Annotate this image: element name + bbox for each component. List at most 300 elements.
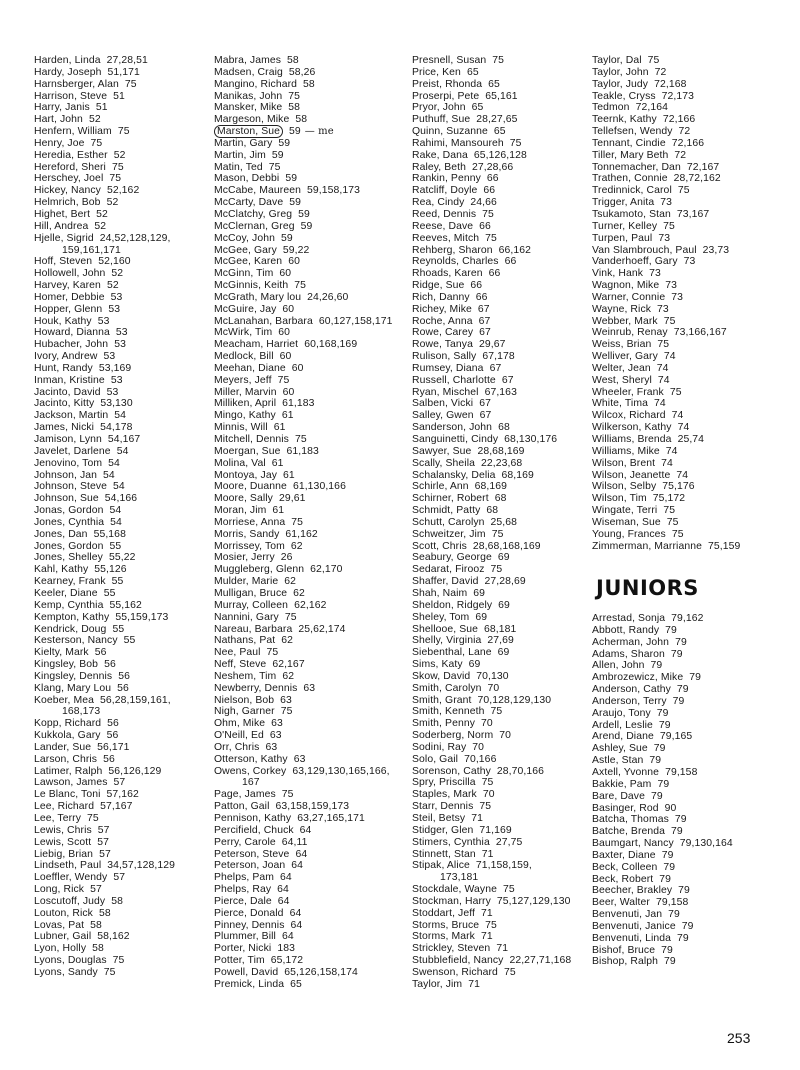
entry-name: Taylor, Dal xyxy=(592,55,642,66)
entry-pages: 59 xyxy=(298,208,310,220)
index-entry xyxy=(214,920,412,932)
entry-name: Rumsey, Diana xyxy=(412,362,484,374)
entry-name: Ambrozewicz, Mike xyxy=(592,672,684,684)
index-entry xyxy=(592,826,792,838)
entry-name: Beer, Walter xyxy=(592,897,650,909)
entry-pages: 52 xyxy=(113,149,126,161)
entry-pages: 24,52,128,129, xyxy=(99,232,171,244)
index-entry xyxy=(592,173,792,185)
index-entry xyxy=(592,79,792,91)
index-entry xyxy=(214,659,412,671)
index-entry xyxy=(34,813,214,825)
entry-name: Medlock, Bill xyxy=(214,351,274,363)
entry-pages: 66 xyxy=(479,220,491,232)
index-entry xyxy=(592,245,792,257)
index-entry xyxy=(34,280,214,292)
entry-pages: 79 xyxy=(661,849,674,861)
entry-pages: 69 xyxy=(497,647,510,659)
entry-pages: 27,28,66 xyxy=(472,161,514,173)
entry-pages: 57 xyxy=(113,872,126,884)
entry-pages: 73 xyxy=(657,303,669,315)
index-entry xyxy=(412,777,592,789)
entry-pages: 64 xyxy=(299,824,312,836)
index-entry xyxy=(592,625,792,637)
entry-name: Adams, Sharon xyxy=(592,648,665,660)
entry-name: Hickey, Nancy xyxy=(34,185,101,197)
index-entry xyxy=(592,541,792,553)
entry-pages: 51,171 xyxy=(107,66,140,78)
entry-pages: 64 xyxy=(281,931,294,943)
entry-name: Smith, Carolyn xyxy=(412,682,482,694)
entry-name: Harry, Janis xyxy=(34,102,90,114)
entry-pages: 79 xyxy=(671,826,683,838)
entry-name: Ryan, Mischel xyxy=(412,386,479,398)
entry-pages: 74 xyxy=(663,351,676,363)
entry-pages: 28,72,162 xyxy=(673,173,721,185)
index-entry xyxy=(592,897,792,909)
entry-pages: 55,126 xyxy=(94,564,127,576)
entry-pages: 61,162 xyxy=(285,528,318,540)
entry-pages: 74 xyxy=(653,398,666,410)
entry-pages: 75 xyxy=(503,966,516,978)
entry-name: Stubblefield, Nancy xyxy=(412,955,504,967)
entry-name: Harden, Linda xyxy=(34,55,101,66)
entry-pages: 59 xyxy=(289,126,301,138)
index-entry xyxy=(214,410,412,422)
entry-name: Puthuff, Sue xyxy=(412,114,471,126)
entry-pages: 74 xyxy=(665,445,678,457)
entry-pages: 71,169 xyxy=(479,824,512,836)
entry-name: Basinger, Rod xyxy=(592,802,659,814)
index-entry xyxy=(214,552,412,564)
index-entry xyxy=(214,517,412,529)
index-entry xyxy=(412,860,592,872)
entry-name: Stockman, Harry xyxy=(412,895,491,907)
entry-pages: 75 xyxy=(291,516,304,528)
entry-pages: 73 xyxy=(660,197,673,209)
entry-name: Rowe, Carey xyxy=(412,327,474,339)
index-entry xyxy=(592,470,792,482)
index-entry xyxy=(214,884,412,896)
index-entry xyxy=(214,683,412,695)
index-entry xyxy=(592,185,792,197)
entry-pages: 75 xyxy=(90,137,103,149)
entry-pages: 55 xyxy=(111,576,124,588)
entry-name: Martin, Gary xyxy=(214,137,273,149)
entry-pages: 75 xyxy=(266,647,279,659)
entry-pages: 65,172 xyxy=(270,955,304,967)
entry-pages: 75 xyxy=(490,706,503,718)
entry-pages: 27,28,51 xyxy=(106,55,148,66)
entry-pages: 60 xyxy=(288,256,300,268)
entry-name: McLanahan, Barbara xyxy=(214,315,313,327)
index-entry xyxy=(412,600,592,612)
entry-pages: 75 xyxy=(663,220,675,232)
entry-pages: 55 xyxy=(123,635,136,647)
entry-pages: 62 xyxy=(290,540,303,552)
entry-pages: 53 xyxy=(114,339,126,351)
entry-name: Ivory, Andrew xyxy=(34,351,98,363)
entry-name: Reeves, Mitch xyxy=(412,232,480,244)
entry-pages: 57 xyxy=(97,824,110,836)
entry-pages: 67 xyxy=(501,374,514,386)
entry-name: Storms, Mark xyxy=(412,931,475,943)
index-entry xyxy=(592,743,792,755)
entry-pages: 69 xyxy=(475,611,488,623)
entry-name: Neshem, Tim xyxy=(214,670,277,682)
entry-name: Hunt, Randy xyxy=(34,362,93,374)
index-entry xyxy=(34,872,214,884)
entry-name: Richey, Mike xyxy=(412,303,472,315)
index-entry xyxy=(592,660,792,672)
entry-pages: 63,158,159,173 xyxy=(275,801,350,813)
entry-pages: 67 xyxy=(477,303,490,315)
index-entry xyxy=(214,102,412,114)
entry-name: Hoff, Steven xyxy=(34,256,93,268)
entry-name: Beck, Colleen xyxy=(592,861,658,873)
entry-pages: 75 xyxy=(117,126,130,138)
entry-name: Jonas, Gordon xyxy=(34,505,104,517)
entry-name: Araujo, Tony xyxy=(592,707,651,719)
entry-pages: 61 xyxy=(273,422,286,434)
index-entry xyxy=(214,505,412,517)
index-entry xyxy=(214,446,412,458)
entry-name: Montoya, Jay xyxy=(214,469,277,481)
entry-pages: 71 xyxy=(480,931,493,943)
entry-name: Anderson, Cathy xyxy=(592,684,671,696)
entry-pages: 75 xyxy=(109,173,122,185)
index-entry xyxy=(592,351,792,363)
entry-name: Perry, Carole xyxy=(214,836,276,848)
entry-pages: 79 xyxy=(663,861,676,873)
index-entry xyxy=(412,730,592,742)
index-entry xyxy=(412,410,592,422)
entry-name: Highet, Bert xyxy=(34,208,91,220)
index-entry xyxy=(214,173,412,185)
index-entry xyxy=(592,422,792,434)
index-entry xyxy=(412,943,592,955)
entry-name: Jacinto, David xyxy=(34,386,101,398)
entry-pages: 79 xyxy=(653,743,666,755)
entry-pages: 67 xyxy=(478,315,491,327)
entry-pages: 75 xyxy=(485,919,497,931)
index-entry xyxy=(34,446,214,458)
entry-pages: 59,22 xyxy=(282,244,310,256)
entry-pages: 57 xyxy=(97,836,109,848)
entry-pages: 79 xyxy=(681,920,694,932)
entry-name: Stidger, Glen xyxy=(412,824,474,836)
index-entry xyxy=(412,280,592,292)
entry-pages: 74 xyxy=(676,469,689,481)
entry-pages: 52 xyxy=(111,268,124,280)
entry-name: Jones, Shelley xyxy=(34,552,103,564)
entry-pages: 56,171 xyxy=(97,741,130,753)
index-entry xyxy=(592,613,792,625)
entry-pages: 59 xyxy=(285,173,298,185)
entry-pages: 74 xyxy=(656,362,669,374)
index-entry xyxy=(592,720,792,732)
entry-pages: 67,163 xyxy=(484,386,517,398)
index-entry xyxy=(592,446,792,458)
entry-pages: 65 xyxy=(493,126,506,138)
entry-name: Margeson, Mike xyxy=(214,114,290,126)
entry-name: Kesterson, Nancy xyxy=(34,635,118,647)
entry-name: Molina, Val xyxy=(214,457,266,469)
entry-name: Sodini, Ray xyxy=(412,741,467,753)
index-entry xyxy=(34,327,214,339)
entry-pages: 66,162 xyxy=(498,244,532,256)
entry-pages: 71 xyxy=(471,813,483,824)
index-entry xyxy=(34,837,214,849)
index-entry xyxy=(214,387,412,399)
entry-pages: 61 xyxy=(283,469,295,481)
entry-pages: 28,68,169 xyxy=(477,445,525,457)
index-entry xyxy=(34,162,214,174)
index-entry xyxy=(412,102,592,114)
entry-name: McCarty, Dave xyxy=(214,197,284,209)
index-entry xyxy=(592,434,792,446)
entry-pages: 75 xyxy=(111,161,124,173)
entry-pages: 66 xyxy=(470,280,483,292)
entry-pages: 52 xyxy=(88,114,101,126)
entry-name: Otterson, Kathy xyxy=(214,753,288,765)
entry-pages: 69 xyxy=(498,599,510,611)
entry-name: Kemp, Cynthia xyxy=(34,599,104,611)
index-entry xyxy=(592,637,792,649)
entry-pages: 70,130 xyxy=(476,670,509,682)
index-entry xyxy=(214,434,412,446)
entry-name: Moore, Sally xyxy=(214,493,273,505)
entry-pages: 73 xyxy=(671,291,683,303)
entry-pages: 52 xyxy=(96,208,108,220)
entry-name: Arend, Diane xyxy=(592,731,654,743)
entry-pages: 55,168 xyxy=(93,528,126,540)
entry-name: Ohm, Mike xyxy=(214,718,266,730)
entry-pages: 25,74 xyxy=(677,434,705,445)
entry-name: Benvenuti, Jan xyxy=(592,909,663,921)
entry-pages: 73 xyxy=(658,232,671,244)
index-entry xyxy=(34,943,214,955)
entry-name: Nathans, Pat xyxy=(214,635,276,647)
entry-name: Minnis, Will xyxy=(214,422,268,434)
index-entry xyxy=(592,458,792,470)
index-entry xyxy=(34,766,214,778)
entry-name: Welter, Jean xyxy=(592,362,651,374)
entry-name: Strickley, Steven xyxy=(412,943,491,955)
entry-pages: 56 xyxy=(103,753,115,765)
entry-pages: 27,69 xyxy=(487,635,514,647)
entry-name: Lovas, Pat xyxy=(34,919,85,931)
entry-pages: 53 xyxy=(110,291,123,303)
entry-pages: 73,166,167 xyxy=(673,327,727,339)
entry-pages: 79,162 xyxy=(671,613,704,624)
index-entry xyxy=(592,126,792,138)
entry-name: Hollowell, John xyxy=(34,268,106,280)
index-entry xyxy=(592,304,792,316)
entry-name: Manikas, John xyxy=(214,90,283,102)
entry-pages: 54 xyxy=(110,516,122,528)
index-entry xyxy=(34,777,214,789)
index-entry xyxy=(34,55,214,67)
entry-name: Trathen, Connie xyxy=(592,173,668,185)
index-entry xyxy=(214,695,412,707)
entry-pages: 58,26 xyxy=(288,66,316,78)
entry-name: Vanderhoeff, Gary xyxy=(592,256,678,268)
index-entry xyxy=(592,921,792,933)
index-entry xyxy=(214,979,412,991)
index-entry xyxy=(214,304,412,316)
index-entry xyxy=(592,256,792,268)
index-entry xyxy=(214,849,412,861)
index-entry xyxy=(214,671,412,683)
entry-name: Preist, Rhonda xyxy=(412,78,483,90)
entry-name: Percifield, Chuck xyxy=(214,824,294,836)
entry-name: Sanderson, John xyxy=(412,422,493,434)
index-entry xyxy=(592,956,792,968)
index-entry xyxy=(214,375,412,387)
index-entry xyxy=(412,446,592,458)
entry-name: Welliver, Gary xyxy=(592,351,658,363)
index-entry xyxy=(592,67,792,79)
entry-name: Rahimi, Mansoureh xyxy=(412,137,504,149)
index-entry xyxy=(214,79,412,91)
entry-name: Jones, Dan xyxy=(34,528,88,540)
entry-name: Reese, Dave xyxy=(412,220,474,232)
entry-name: Wilcox, Richard xyxy=(592,410,666,422)
index-entry xyxy=(34,256,214,268)
index-entry xyxy=(34,493,214,505)
entry-pages: 67 xyxy=(479,327,491,339)
entry-name: Taylor, John xyxy=(592,66,649,78)
index-entry xyxy=(412,363,592,375)
index-entry xyxy=(214,458,412,470)
index-entry xyxy=(34,801,214,813)
index-entry xyxy=(412,91,592,103)
entry-pages: 75,176 xyxy=(662,481,695,493)
entry-pages: 27,28,69 xyxy=(484,576,526,588)
entry-pages: 65,161 xyxy=(485,90,518,102)
index-entry xyxy=(34,659,214,671)
entry-name: Kopp, Richard xyxy=(34,718,102,730)
entry-pages: 67 xyxy=(479,410,492,422)
index-entry xyxy=(592,767,792,779)
entry-name: Schalansky, Delia xyxy=(412,469,496,481)
entry-pages: 62 xyxy=(281,635,294,647)
entry-pages: 75 xyxy=(663,315,676,327)
entry-pages: 72 xyxy=(654,66,667,78)
index-entry xyxy=(34,529,214,541)
index-entry xyxy=(214,789,412,801)
entry-pages: 60 xyxy=(279,268,292,280)
entry-pages: 52,162 xyxy=(106,185,140,197)
entry-pages: 79,158 xyxy=(655,897,689,909)
entry-name: Schirner, Robert xyxy=(412,493,489,505)
entry-name: Plummer, Bill xyxy=(214,931,276,943)
index-column-4 xyxy=(592,55,792,552)
entry-pages: 58 xyxy=(288,102,301,114)
index-entry xyxy=(214,470,412,482)
entry-pages: 75 xyxy=(492,55,505,66)
index-entry xyxy=(214,635,412,647)
entry-pages: 90 xyxy=(664,802,677,814)
entry-name: Beck, Robert xyxy=(592,873,654,885)
entry-pages: 57 xyxy=(99,848,111,860)
index-entry xyxy=(412,327,592,339)
index-entry xyxy=(592,838,792,850)
entry-name: Wilson, Brent xyxy=(592,457,656,469)
entry-name: Rea, Cindy xyxy=(412,197,465,209)
entry-name: Stipak, Alice xyxy=(412,860,470,872)
entry-pages: 73,167 xyxy=(676,208,710,220)
index-entry xyxy=(34,671,214,683)
entry-pages: 69 xyxy=(473,587,486,599)
entry-pages: 56 xyxy=(104,659,116,671)
index-entry xyxy=(412,931,592,943)
entry-name: Schweitzer, Jim xyxy=(412,528,486,540)
entry-pages: 63 xyxy=(265,741,278,753)
entry-name: Storms, Bruce xyxy=(412,919,480,931)
entry-name: Hopper, Glenn xyxy=(34,303,103,315)
entry-pages: 64 xyxy=(290,919,303,931)
entry-pages: 74 xyxy=(657,374,670,386)
entry-name: Homer, Debbie xyxy=(34,291,105,303)
index-entry xyxy=(214,600,412,612)
entry-name: Axtell, Yvonne xyxy=(592,766,660,778)
entry-pages: 72,166 xyxy=(662,114,696,126)
entry-pages: 75 xyxy=(663,505,676,517)
entry-pages: 65 xyxy=(466,66,479,78)
index-entry xyxy=(214,363,412,375)
entry-pages: 72 xyxy=(674,149,687,161)
entry-name: Rich, Danny xyxy=(412,291,470,303)
entry-name: Smith, Grant xyxy=(412,694,472,706)
index-entry xyxy=(214,564,412,576)
entry-pages: 73 xyxy=(683,256,696,268)
entry-name: Latimer, Ralph xyxy=(34,765,103,777)
index-entry xyxy=(412,422,592,434)
index-entry xyxy=(592,791,792,803)
entry-pages: 71 xyxy=(496,943,509,955)
index-entry xyxy=(412,683,592,695)
index-entry xyxy=(412,564,592,576)
entry-name: Benvenuti, Janice xyxy=(592,920,676,932)
entry-name: West, Sheryl xyxy=(592,374,652,386)
entry-pages: 75 xyxy=(288,90,301,102)
entry-pages: 73 xyxy=(649,268,661,280)
entry-pages: 61 xyxy=(281,410,294,422)
entry-name: Shaffer, David xyxy=(412,576,479,588)
index-entry xyxy=(412,245,592,257)
entry-pages: 79 xyxy=(665,624,677,636)
index-entry xyxy=(34,126,214,138)
entry-name: Stockdale, Wayne xyxy=(412,884,497,896)
entry-pages: 79 xyxy=(678,885,690,897)
entry-name: Siebenthal, Lane xyxy=(412,647,492,659)
entry-name: Abbott, Randy xyxy=(592,624,660,636)
index-entry xyxy=(592,387,792,399)
index-entry xyxy=(34,185,214,197)
entry-pages: 62 xyxy=(284,576,297,588)
entry-pages: 54 xyxy=(116,445,129,457)
index-entry xyxy=(214,481,412,493)
entry-pages: 52 xyxy=(106,280,119,292)
entry-pages: 24,26,60 xyxy=(307,291,349,303)
entry-pages: 53 xyxy=(106,386,119,398)
entry-pages: 68 xyxy=(486,505,499,517)
entry-pages: 52 xyxy=(106,197,119,209)
entry-pages: 54 xyxy=(108,457,120,469)
index-entry xyxy=(34,114,214,126)
